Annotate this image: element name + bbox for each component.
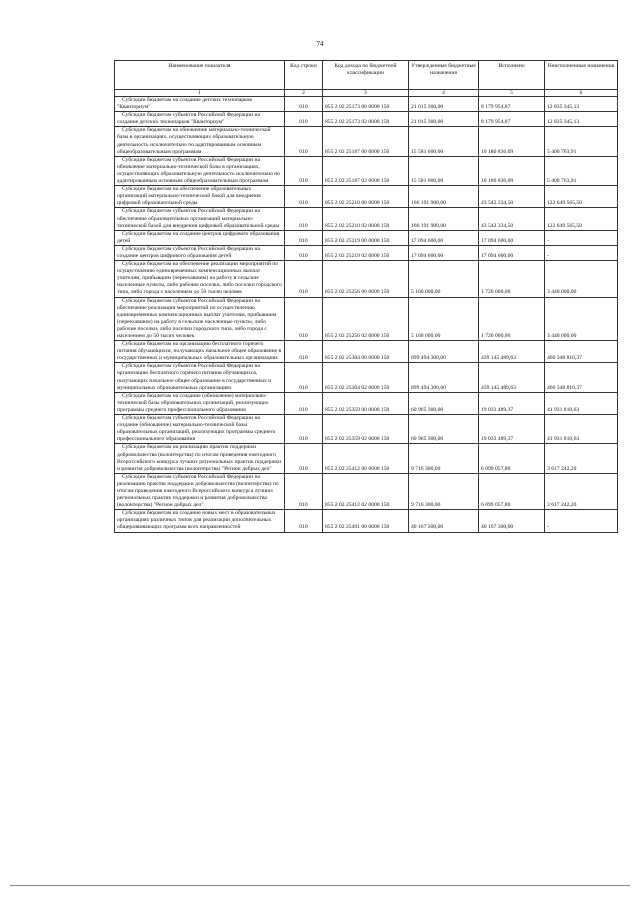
line-code: 010 [285,261,323,297]
income-code: 855 2 02 25187 00 0000 150 [323,127,409,156]
executed-amount: 10 180 836,09 [479,127,545,156]
income-code: 855 2 02 25210 00 0000 150 [323,186,409,208]
not-executed-amount: 12 835 345,13 [545,97,618,112]
not-executed-amount: 41 931 810,63 [545,392,618,414]
income-code: 855 2 02 25173 00 0000 150 [323,97,409,112]
not-executed-amount: 5 400 763,91 [545,127,618,156]
column-number: 4 [409,90,479,97]
executed-amount: 439 145 489,63 [479,363,545,392]
indicator-name: Субсидии бюджетам на обеспечение образовательных организаций материально-технической базой для внедрения цифровой образовательной среды [115,186,285,208]
not-executed-amount: 122 649 565,50 [545,208,618,230]
executed-amount: 17 094 600,00 [479,230,545,245]
indicator-name: Субсидии бюджетам на создание центров цифрового образования детей [115,230,285,245]
header-name: Наименование показателя [115,61,285,90]
not-executed-amount: 12 835 345,13 [545,112,618,127]
indicator-name: Субсидии бюджетам субъектов Российской Федерации на реализацию практик поддержки добровольчества (волонтерства) по итогам проведения ежегодного Всероссийского конкурса лучших региональных практик поддержки и развития добровольчества (волонтерства) "Регион добрых дел" [115,473,285,509]
executed-amount: 19 033 489,37 [479,415,545,444]
column-number: 2 [285,90,323,97]
approved-amount: 899 494 300,00 [409,363,479,392]
executed-amount: 40 167 300,00 [479,510,545,532]
header-executed: Исполнено [479,61,545,90]
indicator-name: Субсидии бюджетам на обновление материально-технической базы в организациях, осуществляющих образовательную деятельность исключительно по адаптированным основным общеобразовательным программам [115,127,285,156]
not-executed-amount: 3 617 242,20 [545,444,618,473]
not-executed-amount: 460 348 810,37 [545,363,618,392]
approved-amount: 40 167 300,00 [409,510,479,532]
not-executed-amount: 3 617 242,20 [545,473,618,509]
executed-amount: 6 099 057,80 [479,473,545,509]
footer-divider [10,885,630,886]
executed-amount: 19 033 489,37 [479,392,545,414]
approved-amount: 15 581 600,00 [409,156,479,185]
executed-amount: 1 720 000,00 [479,261,545,297]
income-code: 855 2 02 25359 02 0000 150 [323,415,409,444]
table-body [115,97,618,533]
not-executed-amount: - [545,230,618,245]
indicator-name: Субсидии бюджетам субъектов Российской Федерации на создание (обновление) материально-технической базы образовательных организаций, реализующих программы среднего профессионального образования [115,415,285,444]
line-code: 010 [285,156,323,185]
approved-amount: 9 716 300,00 [409,444,479,473]
executed-amount: 439 145 489,63 [479,341,545,363]
executed-amount: 10 180 836,09 [479,156,545,185]
header-line-code: Код строки [285,61,323,90]
table-row [115,473,618,509]
indicator-name: Субсидии бюджетам субъектов Российской Федерации на обеспечение реализации мероприятий по осуществлению единовременных компенсационных выплат учителям, прибывшим (переехавшим) на работу в сельские населенные пункты, либо рабочие поселки, либо поселки городского типа, либо города с населением до 50 тысяч человек [115,297,285,341]
table-row [115,363,618,392]
table-row [115,97,618,112]
table-row [115,510,618,532]
header-approved: Утвержденные бюджетные назначения [409,61,479,90]
table-row [115,112,618,127]
line-code: 010 [285,127,323,156]
income-code: 855 2 02 25210 02 0000 150 [323,208,409,230]
executed-amount: 17 094 600,00 [479,245,545,260]
income-code: 855 2 02 25173 02 0000 150 [323,112,409,127]
approved-amount: 9 716 300,00 [409,473,479,509]
line-code: 010 [285,186,323,208]
header-income-code: Код дохода по бюджетной классификации [323,61,409,90]
indicator-name: Субсидии бюджетам на создание (обновление) материально-технической базы образовательных организаций, реализующих программы среднего профессионального образования [115,392,285,414]
page-number: 74 [316,40,324,48]
line-code: 010 [285,208,323,230]
line-code: 010 [285,510,323,532]
approved-amount: 5 160 000,00 [409,297,479,341]
indicator-name: Субсидии бюджетам на обеспечение реализации мероприятий по осуществлению единовременных компенсационных выплат учителям, прибывшим (переехавшим) на работу в сельские населенные пункты, либо рабочие поселки, либо поселки городского типа, либо города с населением до 50 тысяч человек [115,261,285,297]
line-code: 010 [285,97,323,112]
executed-amount: 43 542 334,50 [479,208,545,230]
column-number: 5 [479,90,545,97]
indicator-name: Субсидии бюджетам субъектов Российской Федерации на создание центров цифрового образования детей [115,245,285,260]
approved-amount: 15 581 600,00 [409,127,479,156]
line-code: 010 [285,230,323,245]
income-code: 855 2 02 25256 02 0000 150 [323,297,409,341]
table-row [115,230,618,245]
column-number: 3 [323,90,409,97]
not-executed-amount: 5 400 763,91 [545,156,618,185]
executed-amount: 6 099 057,80 [479,444,545,473]
approved-amount: 899 494 300,00 [409,341,479,363]
line-code: 010 [285,415,323,444]
table-row [115,186,618,208]
not-executed-amount: 3 440 000,00 [545,261,618,297]
table-row [115,297,618,341]
line-code: 010 [285,245,323,260]
indicator-name: Субсидии бюджетам на организацию бесплатного горячего питания обучающихся, получающих начальное общее образование в государственных и муниципальных образовательных организациях [115,341,285,363]
income-code: 855 2 02 25219 02 0000 150 [323,245,409,260]
income-code: 855 2 02 25256 00 0000 150 [323,261,409,297]
income-code: 855 2 02 25219 00 0000 150 [323,230,409,245]
table-row [115,208,618,230]
approved-amount: 166 191 900,00 [409,186,479,208]
not-executed-amount: - [545,245,618,260]
line-code: 010 [285,392,323,414]
table-row [115,245,618,260]
approved-amount: 60 965 300,00 [409,415,479,444]
line-code: 010 [285,297,323,341]
income-code: 855 2 02 25412 02 0000 150 [323,473,409,509]
line-code: 010 [285,444,323,473]
table-row [115,392,618,414]
table-row [115,341,618,363]
approved-amount: 17 094 600,00 [409,245,479,260]
executed-amount: 43 542 334,50 [479,186,545,208]
executed-amount: 8 179 954,87 [479,112,545,127]
indicator-name: Субсидии бюджетам субъектов Российской Федерации на создание детских технопарков "Кванториум" [115,112,285,127]
column-number: 6 [545,90,618,97]
approved-amount: 21 015 300,00 [409,97,479,112]
table-row [115,444,618,473]
not-executed-amount: 41 931 810,63 [545,415,618,444]
not-executed-amount: 122 649 565,50 [545,186,618,208]
line-code: 010 [285,473,323,509]
approved-amount: 5 160 000,00 [409,261,479,297]
approved-amount: 166 191 900,00 [409,208,479,230]
indicator-name: Субсидии бюджетам на создание детских технопарков "Кванториум" [115,97,285,112]
indicator-name: Субсидии бюджетам субъектов Российской Федерации на обновление материально-технической базы в организациях, осуществляющих образовательную деятельность исключительно по адаптированным основным общеобразовательным программам [115,156,285,185]
line-code: 010 [285,341,323,363]
income-code: 855 2 02 25304 00 0000 150 [323,341,409,363]
approved-amount: 21 015 300,00 [409,112,479,127]
not-executed-amount: - [545,510,618,532]
table-row [115,261,618,297]
table-row [115,415,618,444]
not-executed-amount: 3 440 000,00 [545,297,618,341]
indicator-name: Субсидии бюджетам субъектов Российской Федерации на организацию бесплатного горячего питания обучающихся, получающих начальное общее образование в государственных и муниципальных образовательных организациях [115,363,285,392]
income-code: 855 2 02 25491 00 0000 150 [323,510,409,532]
indicator-name: Субсидии бюджетам субъектов Российской Федерации на обеспечение образовательных организаций материально-технической базой для внедрения цифровой образовательной среды [115,208,285,230]
line-code: 010 [285,363,323,392]
table-row [115,127,618,156]
budget-execution-table [114,60,618,533]
header-not-executed: Неисполненные назначения [545,61,618,90]
executed-amount: 1 720 000,00 [479,297,545,341]
income-code: 855 2 02 25304 02 0000 150 [323,363,409,392]
indicator-name: Субсидии бюджетам на создание новых мест в образовательных организациях различных типов для реализации дополнительных общеразвивающих программ всех направленностей [115,510,285,532]
income-code: 855 2 02 25187 02 0000 150 [323,156,409,185]
executed-amount: 8 179 954,87 [479,97,545,112]
approved-amount: 17 094 600,00 [409,230,479,245]
column-number: 1 [115,90,285,97]
approved-amount: 60 965 300,00 [409,392,479,414]
header-row [115,61,618,90]
column-number-row [115,90,618,97]
table-row [115,156,618,185]
income-code: 855 2 02 25359 00 0000 150 [323,392,409,414]
income-code: 855 2 02 25412 00 0000 150 [323,444,409,473]
line-code: 010 [285,112,323,127]
indicator-name: Субсидии бюджетам на реализацию практик поддержки добровольчества (волонтерства) по итогам проведения ежегодного Всероссийского конкурса лучших региональных практик поддержки и развития добровольчества (волонтерства) "Регион добрых дел" [115,444,285,473]
not-executed-amount: 460 348 810,37 [545,341,618,363]
